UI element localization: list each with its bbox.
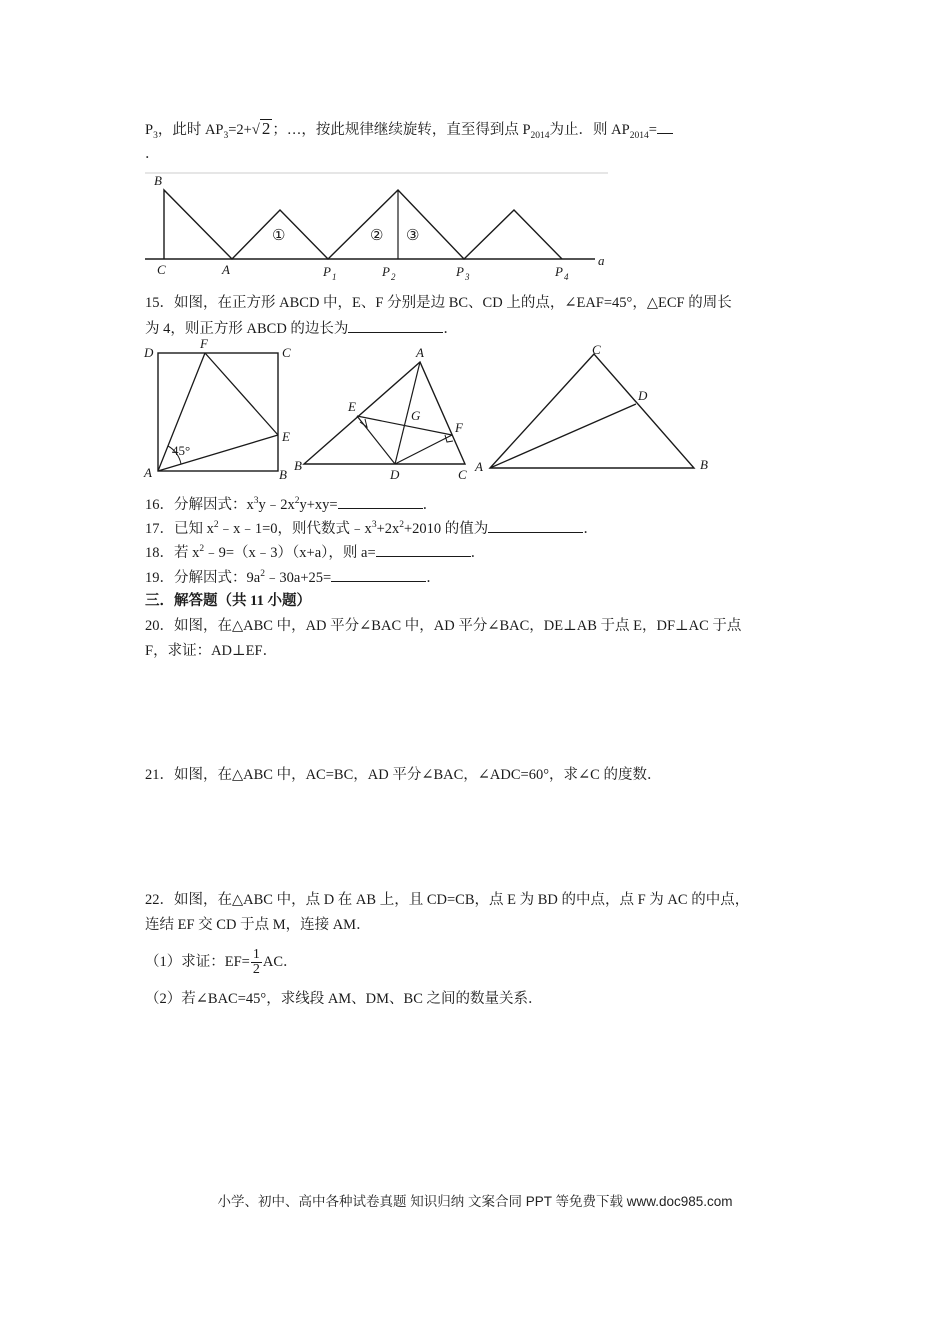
q14-text-b: =2+	[228, 122, 252, 138]
label-p4-sub: 4	[564, 272, 569, 282]
q19-a: 19．分解因式：9a	[145, 570, 261, 586]
label-f: F	[200, 336, 208, 351]
label-p1-sub: 1	[332, 272, 337, 282]
label-e: E	[348, 399, 356, 414]
q16-end: ．	[422, 497, 438, 513]
label-p3: P	[456, 264, 464, 279]
q16-b: y﹣2x	[258, 497, 295, 513]
answer-blank[interactable]	[331, 567, 426, 582]
triangle-abc	[304, 362, 465, 464]
segment-df	[395, 435, 452, 464]
label-p2: P	[382, 264, 390, 279]
q19-end: ．	[426, 570, 441, 586]
label-b: B	[154, 173, 162, 188]
q18-line	[145, 542, 485, 563]
q18-b: ﹣9=（x﹣3）（x+a），则 a=	[204, 545, 376, 561]
q15-line2	[145, 318, 458, 339]
q20-line2: F，求证：AD⊥EF．	[145, 643, 278, 659]
segment-ef	[357, 416, 452, 435]
square-figure	[140, 336, 300, 482]
answer-blank[interactable]	[657, 119, 673, 134]
label-p2-sub: 2	[391, 272, 396, 282]
q14-line	[145, 119, 673, 140]
label-a: A	[475, 459, 483, 474]
q14-p3: P	[145, 122, 154, 138]
q17-a: 17．已知 x	[145, 521, 214, 537]
label-p1: P	[323, 264, 331, 279]
label-a: A	[416, 345, 424, 360]
label-d: D	[390, 467, 400, 482]
label-c: C	[157, 262, 166, 277]
q17-c: +2x	[376, 521, 400, 537]
q18-sup1: 2	[199, 544, 205, 555]
q16-line	[145, 494, 437, 515]
fraction-one-half	[251, 948, 262, 977]
q20-line1: 20．如图，在△ABC 中，AD 平分∠BAC 中，AD 平分∠BAC，DE⊥AB 于点 E，DF⊥AC 于点	[145, 618, 742, 634]
triangle-efg-figure	[290, 340, 480, 480]
answer-blank[interactable]	[488, 518, 583, 533]
label-b: B	[279, 467, 287, 482]
label-g: G	[411, 408, 421, 423]
answer-blank[interactable]	[348, 318, 443, 333]
q18-a: 18．若 x	[145, 545, 200, 561]
q17-d: +2010 的值为	[404, 521, 489, 537]
label-line-a: a	[598, 253, 605, 268]
label-b: B	[294, 458, 302, 473]
segment-de	[357, 416, 395, 464]
q19-b: ﹣30a+25=	[264, 570, 332, 586]
segment-ef	[205, 353, 278, 435]
triangle-acdb-figure	[470, 340, 720, 480]
fraction-denominator: 2	[252, 961, 260, 977]
q22-sub1-b: AC．	[262, 954, 298, 970]
q14-ap2014-sub: 2014	[629, 130, 649, 141]
q22-line2: 连结 EF 交 CD 于点 M，连接 AM．	[145, 917, 371, 933]
q14-p3-sub: 3	[153, 130, 158, 141]
label-c: C	[592, 342, 601, 357]
label-p4: P	[555, 264, 563, 279]
label-a: A	[144, 465, 152, 480]
q22-sub1	[145, 947, 298, 977]
label-c: C	[458, 467, 467, 482]
page-footer: 小学、初中、高中各种试卷真题 知识归纳 文案合同 PPT 等免费下载 www.doc985.com	[217, 1194, 733, 1209]
circled-3: ③	[406, 228, 420, 244]
circled-2: ②	[370, 228, 384, 244]
label-f: F	[455, 420, 463, 435]
sqrt-value: 2	[261, 119, 271, 138]
rotating-triangle-path	[164, 190, 562, 259]
label-d: D	[144, 345, 154, 360]
q17-sup3: 2	[399, 520, 404, 531]
q16-c: y+xy=	[299, 497, 338, 513]
q18-end: ．	[470, 545, 486, 561]
label-a: A	[222, 262, 230, 277]
label-e: E	[282, 429, 290, 444]
q19-sup1: 2	[260, 569, 265, 580]
segment-ad	[490, 404, 636, 468]
q22-sub2: （2）若∠BAC=45°，求线段 AM、DM、BC 之间的数量关系．	[145, 991, 543, 1007]
q19-line	[145, 567, 441, 588]
fraction-numerator: 1	[252, 946, 260, 962]
answer-blank[interactable]	[376, 542, 471, 557]
label-b: B	[700, 457, 708, 472]
q21-line1: 21．如图，在△ABC 中，AC=BC，AD 平分∠BAC，∠ADC=60°，求∠C 的度数．	[145, 767, 662, 783]
q15-line2-text: 为 4，则正方形 ABCD 的边长为	[145, 321, 349, 337]
q14-ap3-sub: 3	[223, 130, 229, 141]
q17-sup2: 3	[371, 520, 377, 531]
q14-end-dot: ．	[145, 146, 160, 162]
q14-text-e: =	[648, 122, 657, 138]
triangle-abc	[490, 354, 694, 468]
q16-sup2: 2	[294, 496, 300, 507]
q17-end: ．	[583, 521, 598, 537]
q22-line1: 22．如图，在△ABC 中，点 D 在 AB 上，且 CD=CB，点 E 为 BD 的中点，点 F 为 AC 的中点，	[145, 892, 750, 908]
q14-text-d: 为止．则 AP	[549, 122, 630, 138]
q15-line1: 15．如图，在正方形 ABCD 中，E、F 分别是边 BC、CD 上的点，∠EAF=45°，△ECF 的周长	[145, 295, 732, 311]
q17-b: ﹣x﹣1=0，则代数式﹣x	[218, 521, 372, 537]
q22-sub1-a: （1）求证：EF=	[145, 954, 250, 970]
q14-text-a: ，此时 AP	[157, 122, 224, 138]
section-heading: 三．解答题（共 11 小题）	[145, 593, 311, 609]
label-c: C	[282, 345, 291, 360]
sqrt-symbol: √ 2	[251, 119, 271, 138]
q14-figure	[140, 170, 610, 285]
label-d: D	[638, 388, 648, 403]
q16-sup1: 3	[253, 496, 259, 507]
q14-text-c: ；…，按此规律继续旋转，直至得到点 P	[272, 122, 531, 138]
label-p3-sub: 3	[465, 272, 470, 282]
q17-sup1: 2	[213, 520, 219, 531]
q16-a: 16．分解因式：x	[145, 497, 254, 513]
q17-line	[145, 518, 598, 539]
circled-1: ①	[272, 228, 286, 244]
answer-blank[interactable]	[338, 494, 423, 509]
q15-line2-end: ．	[443, 321, 458, 337]
angle-45-label: 45°	[172, 443, 191, 458]
q14-p2014-sub: 2014	[530, 130, 550, 141]
